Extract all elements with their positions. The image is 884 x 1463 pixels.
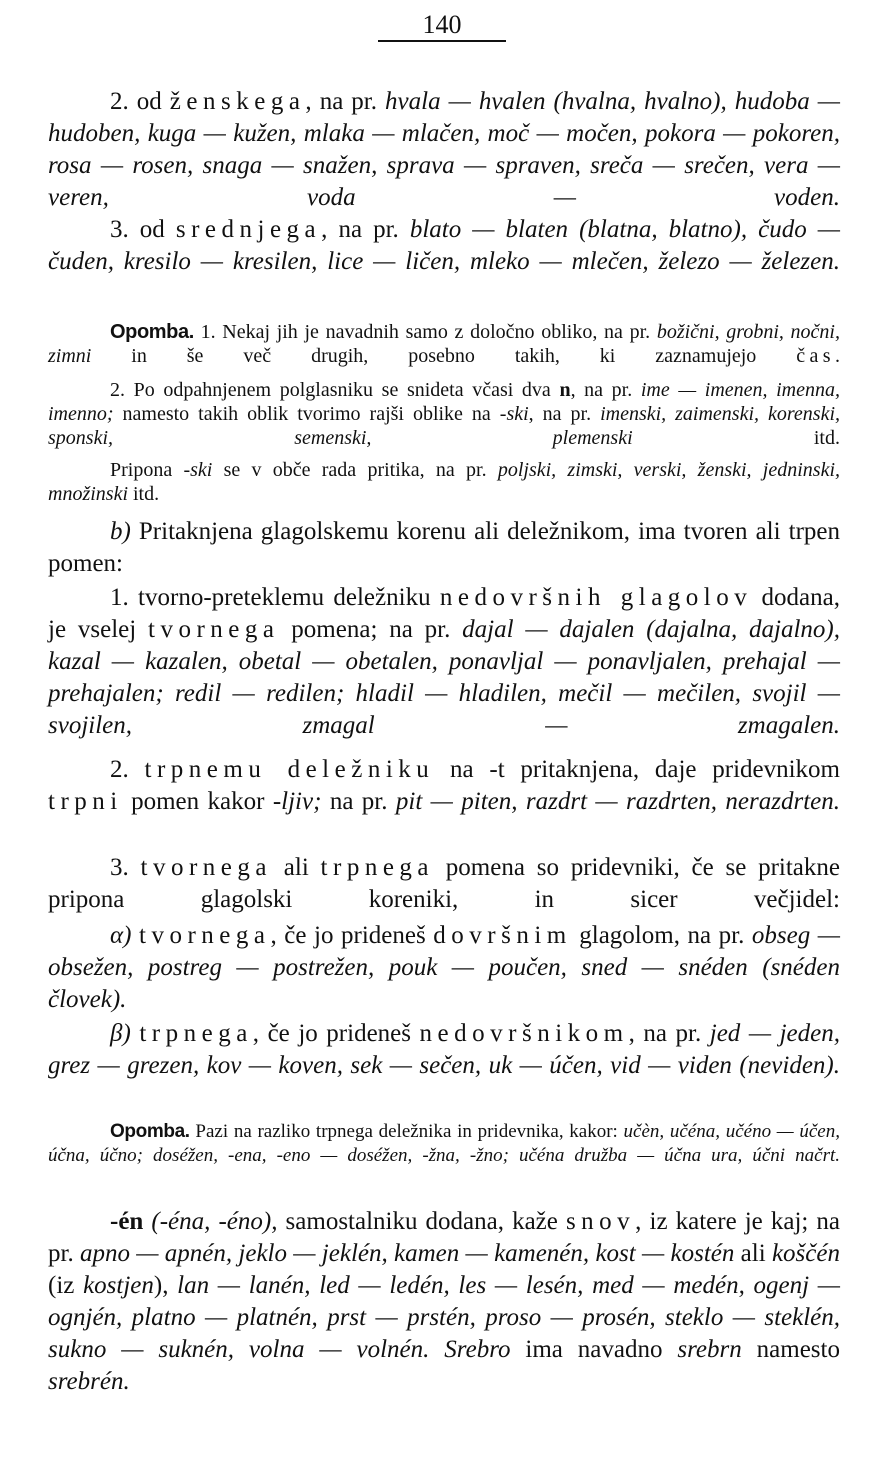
text-segment: b) — [110, 518, 131, 545]
text-segment: imenski, zaimenski, korenski, sponski, semenski, plemenski — [48, 403, 841, 449]
paragraph-alpha-perfective — [48, 920, 840, 1016]
text-segment: Pripona — [110, 459, 184, 481]
text-segment: 1. tvorno-preteklemu deležniku — [110, 584, 440, 611]
paragraph-en-suffix — [48, 1206, 840, 1398]
note-ski-suffix — [48, 458, 840, 506]
text-segment: , na pr. — [628, 1020, 710, 1047]
text-segment: tvornega — [148, 616, 280, 643]
text-segment: . — [835, 345, 840, 367]
text-segment: lan — lanén, led — ledén, les — lesén, med — medén, ogenj — ognjén, platno — platnén, prst — prstén, proso — prosén, steklo — steklén, sukno — suknén, volna — volnén. Srebro — [48, 1272, 840, 1363]
text-segment: nedovršnih glagolov — [439, 584, 753, 611]
text-segment: obseg — obsežen, postreg — postrežen, pouk — poučen, sned — snéden (snéden človek). — [48, 922, 840, 1013]
text-segment: ali — [272, 854, 321, 881]
text-segment: poljski, zimski, verski, ženski, jedninski, množinski — [48, 459, 840, 505]
text-segment: na -t pritaknjena, daje pridevnikom — [434, 756, 841, 783]
text-segment: in še več drugih, posebno takih, ki zaznamujejo — [91, 345, 797, 367]
text-segment: nedovršnikom — [419, 1020, 629, 1047]
text-segment: , če jo prideneš — [252, 1020, 420, 1047]
text-segment: pomena so pridevniki, če se pritakne pripona glagolski koreniki, in sicer večjidel: — [48, 854, 840, 913]
paragraph-active-or-passive — [48, 852, 840, 916]
text-segment: koščén — [771, 1240, 840, 1267]
text-segment: božični, grobni, nočni, zimni — [48, 321, 840, 367]
text-segment: 3. — [110, 854, 141, 881]
text-segment: , na pr. — [570, 379, 641, 401]
text-segment: α) — [110, 922, 132, 949]
section-b-heading — [48, 516, 840, 580]
text-segment: namesto — [741, 1336, 840, 1363]
text-segment: pomena; na pr. — [279, 616, 463, 643]
text-segment: n — [559, 379, 571, 401]
text-segment: -ljiv; — [272, 788, 322, 815]
text-segment: , na pr. — [528, 403, 601, 425]
text-segment: β) — [110, 1020, 131, 1047]
text-segment: dovršnim — [433, 922, 572, 949]
text-segment: na pr. — [321, 788, 396, 815]
text-segment: , na pr. — [321, 216, 410, 243]
text-segment: 2. — [110, 756, 145, 783]
text-segment — [131, 922, 139, 949]
note-label: Opomba. — [110, 321, 194, 343]
text-segment: , iz katere je kaj; na pr. — [48, 1208, 841, 1267]
text-segment: itd. — [632, 427, 840, 449]
text-segment: kostjen — [83, 1272, 154, 1299]
text-segment: ima navadno — [510, 1336, 678, 1363]
text-segment: tvornega — [140, 854, 272, 881]
text-segment: dajal — dajalen (dajalna, dajalno), kazal — kazalen, obetal — obetalen, ponavljal — ponavljalen, prehajal — prehajalen; redil — redilen; hladil — hladilen, mečil — mečilen, svojil — svojilen, zmagal — zmagalen. — [48, 616, 840, 739]
text-segment: učèn, učéna, učéno — účen, účna, účno; doséžen, -ena, -eno — doséžen, -žna, -žno; učéna družba — účna ura, účni načrt. — [48, 1121, 840, 1166]
text-segment: 2. od — [110, 88, 170, 115]
text-segment: samostalniku dodana, kaže — [277, 1208, 566, 1235]
page-number: 140 — [422, 10, 462, 39]
text-segment: (-éna, -éno), — [151, 1208, 278, 1235]
text-segment: se v obče rada pritika, na pr. — [212, 459, 498, 481]
text-segment: trpnemu deležniku — [144, 756, 435, 783]
text-segment: Pritaknjena glagolskemu korenu ali deležnikom, ima tvoren ali trpen pomen: — [48, 518, 840, 577]
paragraph-feminine — [48, 86, 840, 214]
text-segment: 1. Nekaj jih je navadnih samo z določno obliko, na pr. — [193, 321, 657, 343]
text-segment: ime — imenen, imenna, imenno; — [48, 379, 841, 425]
text-segment: itd. — [128, 483, 160, 505]
text-segment: pit — piten, razdrt — razdrten, nerazdrten. — [395, 788, 840, 815]
text-segment: 3. od — [110, 216, 176, 243]
text-segment: pomen kakor — [122, 788, 273, 815]
text-segment: trpnega — [139, 1020, 253, 1047]
text-segment: glagolom, na pr. — [571, 922, 752, 949]
text-segment: -ski — [183, 459, 213, 481]
text-segment: ženskega — [169, 88, 306, 115]
text-segment: tvornega — [139, 922, 271, 949]
text-segment: blato — blaten (blatna, blatno), čudo — čuden, kresilo — kresilen, lice — ličen, mleko — mlečen, železo — železen. — [48, 216, 841, 275]
text-segment: jed — jeden, grez — grezen, kov — koven, sek — sečen, uk — účen, vid — viden (neviden). — [48, 1020, 841, 1079]
text-segment: čas — [796, 345, 835, 367]
text-segment: Pazi na razliko trpnega deležnika in pridevnika, kakor: — [189, 1121, 624, 1142]
paragraph-neuter — [48, 214, 840, 278]
text-segment: (iz — [48, 1272, 84, 1299]
text-segment: -én — [110, 1208, 144, 1235]
text-segment: dodana, je vselej — [48, 584, 840, 643]
header-rule — [378, 40, 506, 42]
paragraph-beta-imperfective — [48, 1018, 840, 1082]
text-segment: hvala — hvalen (hvalna, hvalno), hudoba — hudoben, kuga — kužen, mlaka — mlačen, moč — močen, pokora — pokoren, rosa — rosen, snaga — snažen, sprava — spraven, sreča — srečen, vera — veren, voda — voden. — [48, 88, 841, 211]
text-segment: trpni — [48, 788, 123, 815]
text-segment: , na pr. — [305, 88, 386, 115]
text-segment: ali — [734, 1240, 772, 1267]
text-segment: snov — [565, 1208, 636, 1235]
text-segment: ), — [153, 1272, 178, 1299]
text-segment: namesto takih oblik tvorimo rajši oblike na — [113, 403, 500, 425]
text-segment: srebrén. — [48, 1368, 130, 1395]
note-label: Opomba. — [110, 1121, 190, 1142]
note-definite-form — [48, 320, 840, 368]
text-segment: 2. Po odpahnjenem polglasniku se snideta včasi dva — [110, 379, 560, 401]
text-segment: trpnega — [320, 854, 435, 881]
text-segment: apno — apnén, jeklo — jeklén, kamen — kamenén, kost — kostén — [79, 1240, 735, 1267]
text-segment: , če jo prideneš — [270, 922, 434, 949]
paragraph-active-participle — [48, 582, 840, 742]
text-segment: srebrn — [677, 1336, 742, 1363]
text-segment: srednjega — [175, 216, 322, 243]
paragraph-passive-participle — [48, 754, 840, 818]
note-reduced-vowel — [48, 378, 840, 450]
text-segment: -ski — [499, 403, 529, 425]
note-participle-vs-adjective — [48, 1120, 840, 1168]
